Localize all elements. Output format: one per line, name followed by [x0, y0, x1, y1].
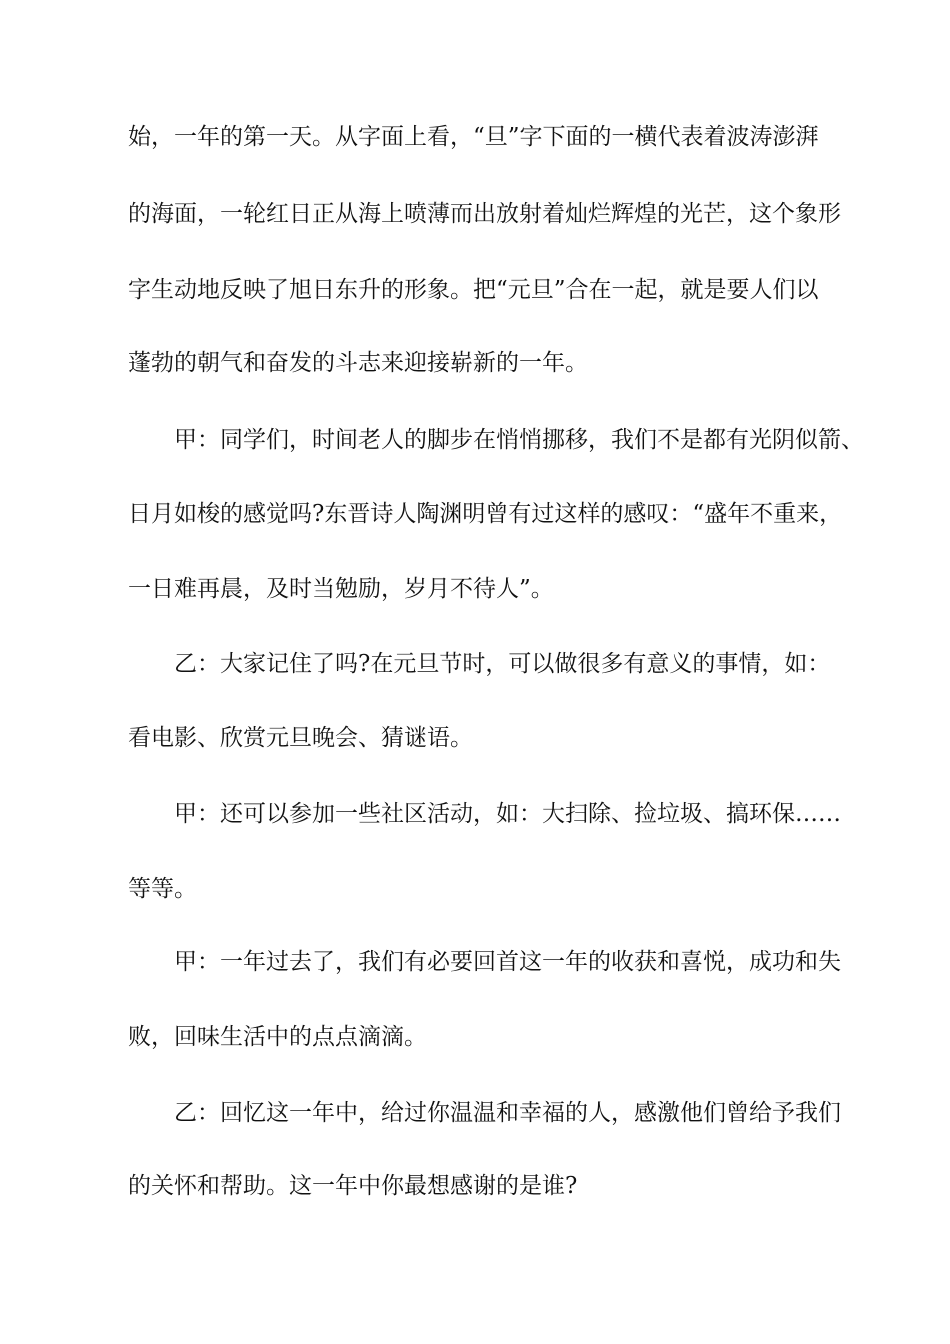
text-line: 的关怀和帮助。这一年中你最想感谢的是谁? [128, 1173, 578, 1199]
text-line: 蓬勃的朝气和奋发的斗志来迎接崭新的一年。 [128, 350, 588, 376]
text-line: 始，一年的第一天。从字面上看，“旦”字下面的一横代表着波涛澎湃 [128, 124, 819, 150]
text-line: 乙：回忆这一年中，给过你温温和幸福的人，感激他们曾给予我们 [174, 1100, 841, 1126]
text-line: 日月如梭的感觉吗?东晋诗人陶渊明曾有过这样的感叹：“盛年不重来， [128, 501, 843, 527]
text-line: 败，回味生活中的点点滴滴。 [128, 1024, 427, 1050]
text-line: 乙：大家记住了吗?在元旦节时，可以做很多有意义的事情，如： [174, 651, 831, 677]
text-line: 的海面，一轮红日正从海上喷薄而出放射着灿烂辉煌的光芒，这个象形 [128, 201, 841, 227]
text-line: 甲：还可以参加一些社区活动，如：大扫除、捡垃圾、搞环保…… [174, 801, 841, 827]
text-line: 甲：一年过去了，我们有必要回首这一年的收获和喜悦，成功和失 [174, 949, 841, 975]
text-line: 一日难再晨，及时当勉励，岁月不待人”。 [128, 576, 554, 602]
text-line: 甲：同学们，时间老人的脚步在悄悄挪移，我们不是都有光阴似箭、 [174, 427, 864, 453]
text-line: 看电影、欣赏元旦晚会、猜谜语。 [128, 725, 473, 751]
text-line: 字生动地反映了旭日东升的形象。把“元旦”合在一起，就是要人们以 [128, 277, 819, 303]
text-line: 等等。 [128, 876, 197, 902]
